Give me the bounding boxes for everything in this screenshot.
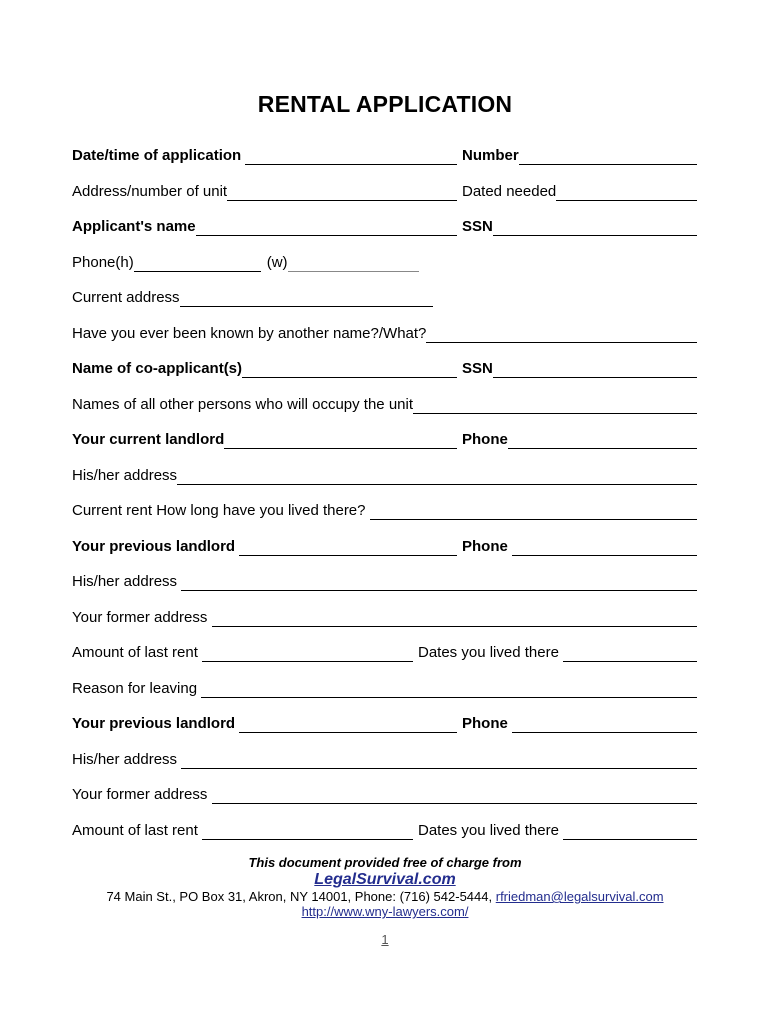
field-label: Your former address xyxy=(72,608,212,626)
field-segment xyxy=(72,642,413,663)
field-segment xyxy=(72,820,413,841)
blank-line xyxy=(563,839,697,840)
field-previous-landlord-1 xyxy=(72,536,697,557)
blank-line xyxy=(512,555,697,556)
blank-line xyxy=(201,697,697,698)
field-segment xyxy=(72,429,457,450)
field-label: Dates you lived there xyxy=(418,644,564,661)
field-label: Name of co-applicant(s) xyxy=(72,360,243,377)
field-label: Dates you lived there xyxy=(418,821,564,839)
field-co-applicants-name xyxy=(72,358,697,379)
field-label: Amount of last rent xyxy=(72,644,203,661)
document-footer xyxy=(0,855,770,919)
blank-line xyxy=(202,661,413,662)
blank-line xyxy=(181,768,697,769)
blank-line xyxy=(239,555,457,556)
field-label: Phone(h) xyxy=(72,253,134,271)
field-previous-landlord-1-address xyxy=(72,571,697,592)
field-label: Your previous landlord xyxy=(72,537,240,555)
field-segment xyxy=(457,216,697,237)
field-other-occupants xyxy=(72,394,697,415)
field-current-rent-duration xyxy=(72,500,697,521)
field-label: Dated needed xyxy=(462,182,557,200)
email-link[interactable]: rfriedman@legalsurvival.com xyxy=(495,889,664,904)
field-segment xyxy=(457,429,697,450)
field-current-landlord xyxy=(72,429,697,450)
field-segment xyxy=(72,145,457,166)
field-previous-landlord-2-address xyxy=(72,749,697,770)
field-former-address-1 xyxy=(72,607,697,628)
blank-line xyxy=(288,271,419,272)
blank-line xyxy=(508,448,697,449)
field-label: Phone xyxy=(462,715,513,732)
field-segment xyxy=(413,820,697,841)
field-segment xyxy=(457,181,697,202)
field-segment xyxy=(457,536,697,557)
blank-line xyxy=(426,342,697,343)
field-date-time-of-application xyxy=(72,145,697,166)
contact-address-line xyxy=(0,889,770,904)
field-former-address-2 xyxy=(72,784,697,805)
blank-line xyxy=(563,661,697,662)
field-label: Applicant's name xyxy=(72,218,196,235)
blank-line xyxy=(212,626,697,627)
field-label: Amount of last rent xyxy=(72,821,203,839)
field-applicants-name xyxy=(72,216,697,237)
field-reason-for-leaving xyxy=(72,678,697,699)
field-label: Names of all other persons who will occupy the unit xyxy=(72,395,414,413)
field-current-address xyxy=(72,287,697,308)
field-amount-of-last-rent-1 xyxy=(72,642,697,663)
field-label: Have you ever been known by another name?/What? xyxy=(72,324,427,342)
field-segment xyxy=(72,216,457,237)
field-label: Your previous landlord xyxy=(72,715,240,732)
field-label: Address/number of unit xyxy=(72,182,228,200)
blank-line xyxy=(370,519,697,520)
blank-line xyxy=(212,803,697,804)
field-label: Phone xyxy=(462,431,508,448)
blank-line xyxy=(512,732,697,733)
field-label: (w) xyxy=(266,253,288,271)
field-amount-of-last-rent-2 xyxy=(72,820,697,841)
page-title: RENTAL APPLICATION xyxy=(257,91,513,117)
field-label: Current address xyxy=(72,289,180,306)
blank-line xyxy=(134,271,261,272)
field-known-by-another-name xyxy=(72,323,697,344)
field-phone-home-work xyxy=(72,252,697,273)
rental-application-form xyxy=(72,145,697,841)
field-label: SSN xyxy=(462,218,493,235)
provided-by-text: This document provided free of charge from xyxy=(248,855,522,870)
page-number: 1 xyxy=(381,932,389,947)
blank-line xyxy=(245,164,457,165)
field-label: Phone xyxy=(462,537,513,555)
field-label: Your current landlord xyxy=(72,431,225,448)
blank-line xyxy=(177,484,697,485)
field-segment xyxy=(72,713,457,734)
field-label: Your former address xyxy=(72,786,212,803)
field-segment xyxy=(457,358,697,379)
legalsurvival-link[interactable]: LegalSurvival.com xyxy=(314,871,456,888)
field-label: Current rent How long have you lived there? xyxy=(72,502,370,519)
field-label: Reason for leaving xyxy=(72,679,202,697)
blank-line xyxy=(181,590,697,591)
field-segment xyxy=(413,642,697,663)
field-segment xyxy=(72,358,457,379)
blank-line xyxy=(224,448,457,449)
field-label: SSN xyxy=(462,360,493,377)
blank-line xyxy=(413,413,697,414)
field-label: His/her address xyxy=(72,466,178,484)
blank-line xyxy=(202,839,413,840)
field-label: Number xyxy=(462,147,519,164)
blank-line xyxy=(493,377,697,378)
blank-line xyxy=(493,235,697,236)
contact-address-text: 74 Main St., PO Box 31, Akron, NY 14001, Phone: (716) 542-5444, xyxy=(106,889,496,904)
blank-line xyxy=(242,377,457,378)
field-segment xyxy=(72,536,457,557)
blank-line xyxy=(227,200,457,201)
field-current-landlord-address xyxy=(72,465,697,486)
blank-line xyxy=(519,164,697,165)
field-segment xyxy=(72,181,457,202)
field-label: Date/time of application xyxy=(72,147,246,164)
wny-lawyers-link[interactable]: http://www.wny-lawyers.com/ xyxy=(301,904,469,919)
field-label: His/her address xyxy=(72,573,182,590)
blank-line xyxy=(556,200,697,201)
blank-line xyxy=(239,732,457,733)
field-previous-landlord-2 xyxy=(72,713,697,734)
blank-line xyxy=(196,235,457,236)
field-segment xyxy=(457,145,697,166)
field-label: His/her address xyxy=(72,750,182,768)
field-segment xyxy=(457,713,697,734)
field-address-number-of-unit xyxy=(72,181,697,202)
blank-line xyxy=(180,306,433,307)
